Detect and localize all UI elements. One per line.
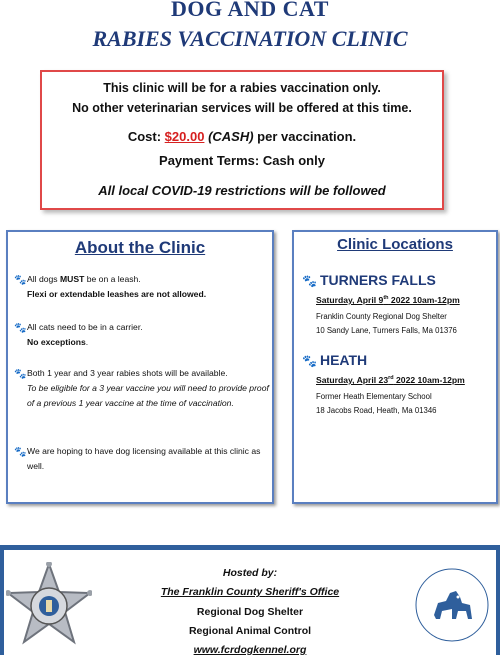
- paw-icon: 🐾: [302, 274, 317, 288]
- page-title-line1: DOG AND CAT: [171, 0, 329, 21]
- location-address: 18 Jacobs Road, Heath, Ma 01346: [316, 406, 437, 415]
- date-pre: Saturday, April 9: [316, 295, 384, 305]
- about-panel: [6, 230, 274, 504]
- payment-terms: Payment Terms: Cash only: [159, 153, 325, 168]
- b2-no-exceptions: No exceptions: [27, 337, 86, 347]
- cost-suffix: per vaccination.: [253, 129, 357, 144]
- date-sup: th: [383, 295, 389, 302]
- cost-cash: (CASH): [208, 129, 254, 144]
- friends-shelter-logo-icon: [412, 563, 492, 649]
- paw-icon: 🐾: [14, 369, 27, 380]
- regional-dog-shelter: Regional Dog Shelter: [196, 606, 304, 618]
- location-address: 10 Sandy Lane, Turners Falls, Ma 01376: [316, 326, 457, 335]
- website-link[interactable]: www.fcrdogkennel.org: [193, 644, 307, 656]
- b2-dot: .: [85, 337, 89, 347]
- date-post: 2022 10am-12pm: [393, 375, 465, 385]
- bullet-rabies-shots: [14, 366, 277, 411]
- footer-band: [0, 545, 500, 655]
- page-title-line2: RABIES VACCINATION CLINIC: [92, 26, 408, 51]
- paw-icon: 🐾: [14, 447, 27, 458]
- date-sup: rd: [388, 375, 394, 382]
- bullet-dogs-leash: [14, 272, 277, 302]
- date-post: 2022 10am-12pm: [388, 295, 460, 305]
- notice-line2: No other veterinarian services will be offered at this time.: [72, 101, 412, 115]
- sheriff-office: The Franklin County Sheriff's Office: [160, 586, 340, 598]
- location-name-heath: [302, 352, 367, 368]
- b2-line1: All cats need to be in a carrier.: [27, 322, 143, 332]
- paw-icon: 🐾: [14, 323, 27, 334]
- locations-panel: [292, 230, 498, 504]
- notice-box: [40, 70, 444, 210]
- location-name-turners-falls: [302, 272, 436, 288]
- bullet-cats-carrier: [14, 320, 277, 350]
- location-venue: Franklin County Regional Dog Shelter: [316, 312, 447, 321]
- location-venue: Former Heath Elementary School: [316, 392, 432, 401]
- b1-leash-note: Flexi or extendable leashes are not allowed.: [27, 289, 207, 299]
- notice-line1: This clinic will be for a rabies vaccination only.: [103, 81, 381, 95]
- cost-price: $20.00: [164, 129, 205, 144]
- cost-line: [42, 129, 442, 144]
- regional-animal-control: Regional Animal Control: [188, 625, 312, 637]
- location-name-text: TURNERS FALLS: [319, 272, 436, 288]
- paw-icon: 🐾: [14, 275, 27, 286]
- b1-pre: All dogs: [27, 274, 60, 284]
- covid-notice: All local COVID-19 restrictions will be followed: [98, 183, 386, 198]
- cost-prefix: Cost:: [127, 129, 165, 144]
- footer-content: [4, 550, 496, 660]
- b1-must: MUST: [59, 274, 85, 284]
- b2-line2-wrap: [27, 335, 277, 350]
- bullet-text: [27, 272, 277, 287]
- b3-line1: Both 1 year and 3 year rabies shots will be available.: [27, 368, 228, 378]
- date-pre: Saturday, April 23: [316, 375, 389, 385]
- b3-eligibility: To be eligible for a 3 year vaccine you will need to provide proof of a previous 1 year vaccine at the time of vaccination.: [27, 383, 269, 408]
- location-name-text: HEATH: [319, 352, 368, 368]
- about-title: About the Clinic: [74, 238, 206, 257]
- locations-title: Clinic Locations: [337, 236, 453, 253]
- bullet-dog-licensing: [14, 444, 277, 474]
- paw-icon: 🐾: [302, 354, 317, 368]
- location-date: [316, 375, 465, 385]
- b1-post: be on a leash.: [84, 274, 141, 284]
- location-date: [316, 295, 460, 305]
- b4-text: We are hoping to have dog licensing available at this clinic as well.: [27, 446, 261, 471]
- hosted-by: Hosted by:: [222, 567, 278, 579]
